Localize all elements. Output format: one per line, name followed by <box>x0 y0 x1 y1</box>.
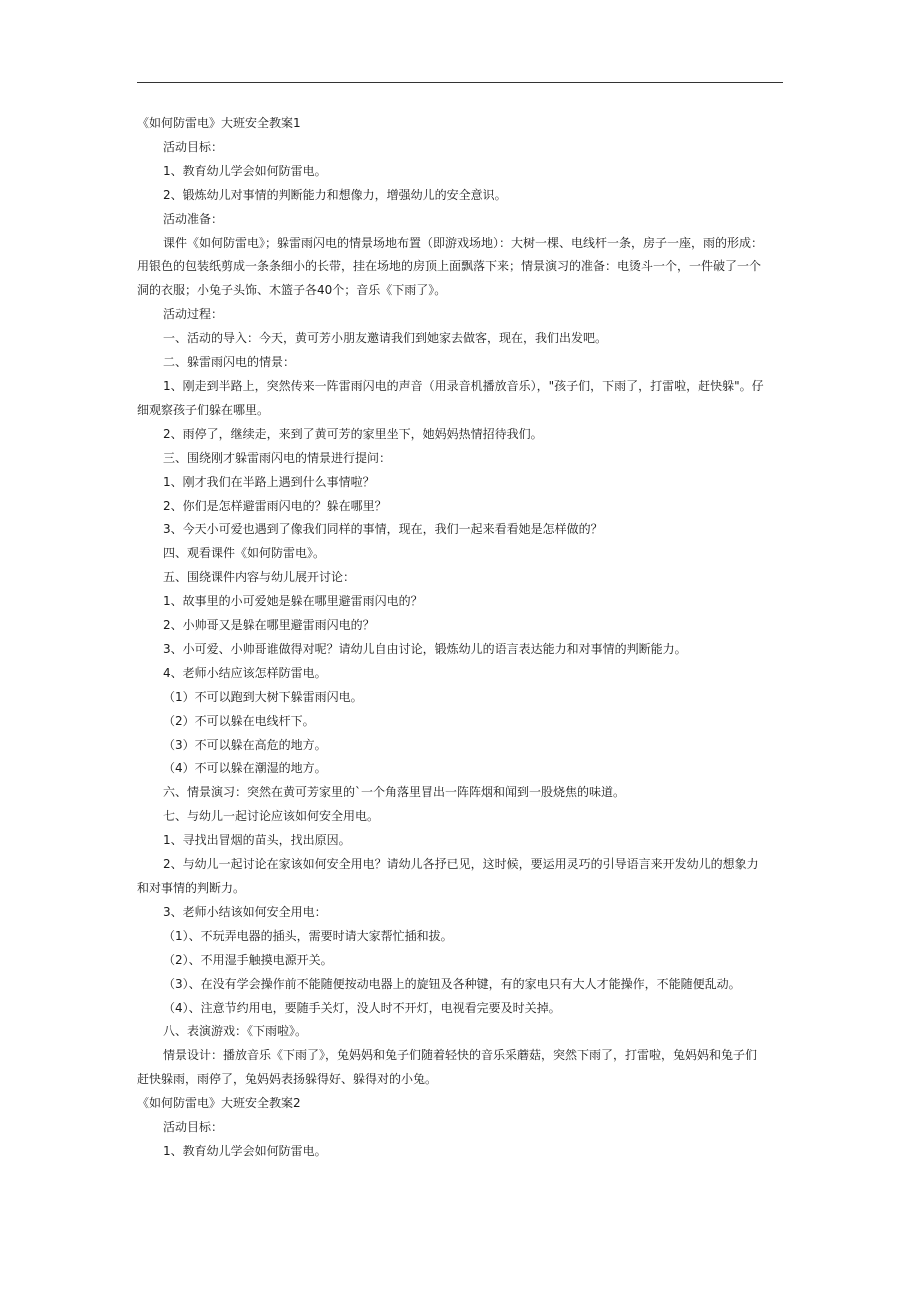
text-line: 1、刚才我们在半路上遇到什么事情啦？ <box>163 474 375 489</box>
text-line: 1、故事里的小可爱她是躲在哪里避雷雨闪电的？ <box>163 594 423 609</box>
text-line: 七、与幼儿一起讨论应该如何安全用电。 <box>163 809 380 824</box>
text-line: 2、与幼儿一起讨论在家该如何安全用电？请幼儿各抒已见，这时候，要运用灵巧的引导语言来开发幼儿的想象力 <box>163 857 759 872</box>
section-title: 《如何防雷电》大班安全教案1 <box>137 116 301 130</box>
text-line: 四、观看课件《如何防雷电》。 <box>163 546 326 561</box>
text-line: 1、教育幼儿学会如何防雷电。 <box>163 163 327 178</box>
text-line: 3、老师小结该如何安全用电： <box>163 904 327 919</box>
text-line: 情景设计：播放音乐《下雨了》，兔妈妈和兔子们随着轻快的音乐采蘑菇，突然下雨了，打雷啦，兔妈妈和兔子们 <box>163 1048 758 1063</box>
text-line: 活动目标： <box>163 139 224 154</box>
section-title: 《如何防雷电》大班安全教案2 <box>137 1096 301 1111</box>
text-line: 2、锻炼幼儿对事情的判断能力和想像力，增强幼儿的安全意识。 <box>163 187 507 202</box>
text-line: （4）、注意节约用电，要随手关灯，没人时不开灯，电视看完要及时关掉。 <box>163 1000 561 1015</box>
text-line: 2、你们是怎样避雷雨闪电的？躲在哪里？ <box>163 498 387 513</box>
text-line: （3）、在没有学会操作前不能随便按动电器上的旋钮及各种键，有的家电只有大人才能操作，不能随便乱动。 <box>163 976 741 991</box>
text-line: 1、教育幼儿学会如何防雷电。 <box>163 1143 327 1158</box>
text-line: （2）不可以躲在电线杆下。 <box>163 713 315 728</box>
text-line: 三、围绕刚才躲雷雨闪电的情景进行提问： <box>163 450 392 465</box>
text-line: （4）不可以躲在潮湿的地方。 <box>163 761 327 776</box>
text-line: 活动目标： <box>163 1120 224 1135</box>
text-line: 4、老师小结应该怎样防雷电。 <box>163 665 327 680</box>
text-line: 课件《如何防雷电》；躲雷雨闪电的情景场地布置（即游戏场地）：大树一棵、电线杆一条，房子一座，雨的形成： <box>163 235 764 250</box>
text-line: （1）不可以跑到大树下躲雷雨闪电。 <box>163 689 363 704</box>
text-line: 3、小可爱、小帅哥谁做得对呢？请幼儿自由讨论，锻炼幼儿的语言表达能力和对事情的判断能力。 <box>163 641 687 656</box>
text-line: （3）不可以躲在高危的地方。 <box>163 737 327 752</box>
text-line: 五、围绕课件内容与幼儿展开讨论： <box>163 570 356 585</box>
text-line: 2、雨停了，继续走，来到了黄可芳的家里坐下，她妈妈热情招待我们。 <box>163 426 543 441</box>
text-line: 活动准备： <box>163 211 224 226</box>
text-line: 六、情景演习：突然在黄可芳家里的`一个角落里冒出一阵阵烟和闻到一股烧焦的味道。 <box>163 785 626 800</box>
text-line: 二、躲雷雨闪电的情景： <box>163 355 296 370</box>
text-line: （2）、不用湿手触摸电源开关。 <box>163 952 333 967</box>
text-line: 1、刚走到半路上，突然传来一阵雷雨闪电的声音（用录音机播放音乐），"孩子们，下雨了，打雷啦，赶快躲"。仔 <box>163 378 764 393</box>
text-line: （1）、不玩弄电器的插头，需要时请大家帮忙插和拔。 <box>163 928 453 943</box>
text-line: 用银色的包装纸剪成一条条细小的长带，挂在场地的房顶上面飘落下来；情景演习的准备：电烫斗一个，一件破了一个 <box>137 259 762 274</box>
text-line: 1、寻找出冒烟的苗头，找出原因。 <box>163 833 351 848</box>
text-line: 赶快躲雨，雨停了，兔妈妈表扬躲得好、躲得对的小兔。 <box>137 1072 438 1087</box>
header-rule <box>137 82 783 83</box>
text-line: 2、小帅哥又是躲在哪里避雷雨闪电的？ <box>163 618 375 633</box>
text-line: 一、活动的导入：今天，黄可芳小朋友邀请我们到她家去做客，现在，我们出发吧。 <box>163 331 608 346</box>
text-line: 和对事情的判断力。 <box>137 881 246 895</box>
document-body <box>137 112 783 1164</box>
text-line: 洞的衣服；小兔子头饰、木篮子各40个；音乐《下雨了》。 <box>137 283 447 298</box>
text-line: 细观察孩子们躲在哪里。 <box>137 402 270 417</box>
text-line: 活动过程： <box>163 307 224 322</box>
text-line: 3、今天小可爱也遇到了像我们同样的事情，现在，我们一起来看看她是怎样做的？ <box>163 522 603 537</box>
text-line: 八、表演游戏：《下雨啦》。 <box>163 1024 308 1039</box>
